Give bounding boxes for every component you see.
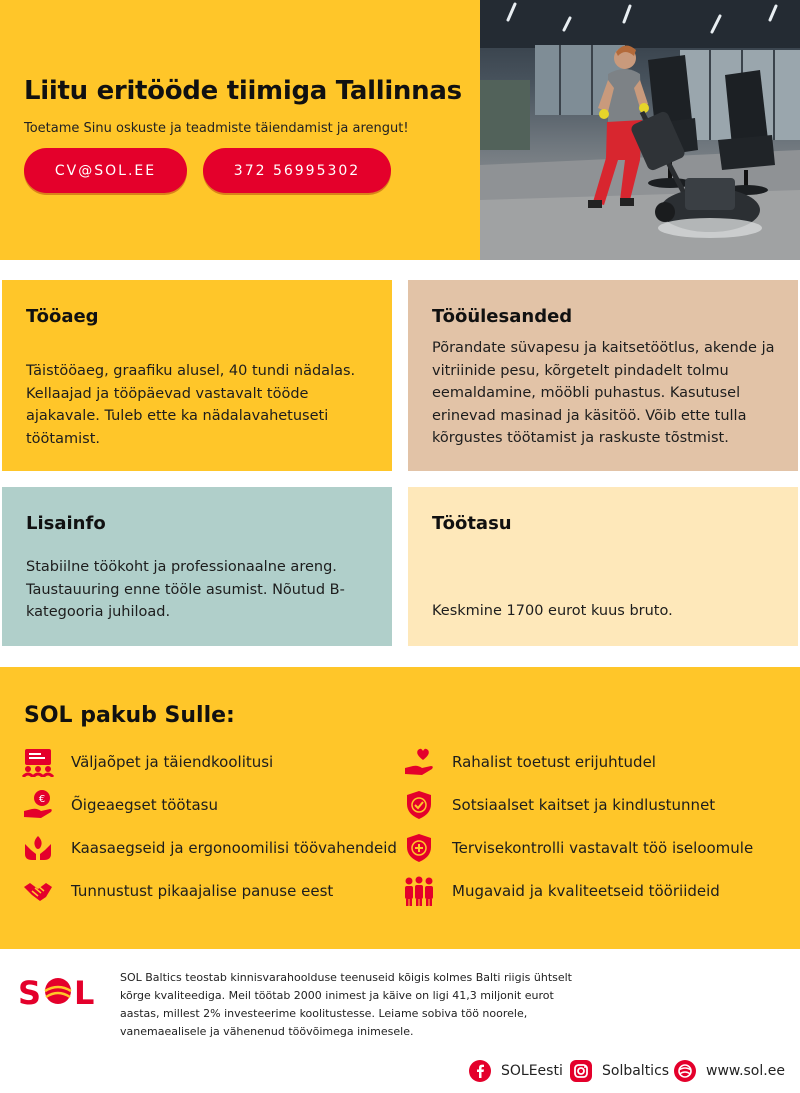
benefit-label: Sotsiaalset kaitset ja kindlustunnet	[452, 796, 716, 814]
facebook-icon	[469, 1060, 491, 1082]
page-subtitle: Toetame Sinu oskuste ja teadmiste täiendamist ja arengut!	[24, 121, 409, 136]
benefit-label: Mugavaid ja kvaliteetseid tööriideid	[452, 882, 720, 900]
card-additional-info	[2, 487, 392, 646]
svg-text:L: L	[74, 974, 95, 1011]
heart-hand-icon	[403, 746, 435, 778]
team-people-icon	[403, 875, 435, 907]
cleaning-worker-photo	[480, 0, 800, 260]
phone-button[interactable]: 372 56995302	[203, 148, 391, 193]
euro-hand-icon	[22, 789, 54, 821]
card-title: Tööaeg	[26, 306, 99, 327]
instagram-icon	[570, 1060, 592, 1082]
shield-plus-icon	[403, 832, 435, 864]
sol-logo	[18, 971, 104, 1011]
benefit-item	[22, 831, 397, 865]
benefit-item	[22, 874, 334, 908]
card-title: Lisainfo	[26, 513, 106, 534]
benefit-label: Rahalist toetust erijuhtudel	[452, 753, 656, 771]
card-text: Stabiilne töökoht ja professionaalne areng. Taustauuring enne tööle asumist. Nõutud B-kategooria juhiload.	[26, 559, 345, 620]
benefit-item	[403, 831, 754, 865]
handshake-icon	[22, 875, 54, 907]
card-text: Keskmine 1700 eurot kuus bruto.	[432, 603, 673, 619]
instagram-link[interactable]	[570, 1059, 669, 1083]
card-duties	[408, 280, 798, 471]
benefit-label: Õigeaegset töötasu	[71, 796, 218, 814]
shield-check-icon	[403, 789, 435, 821]
benefit-label: Väljaõpet ja täiendkoolitusi	[71, 753, 274, 771]
benefits-section	[0, 667, 800, 949]
page-title: Liitu eritööde tiimiga Tallinnas	[24, 76, 462, 106]
instagram-handle: Solbaltics	[602, 1063, 670, 1079]
benefit-label: Tunnustust pikaajalise panuse eest	[71, 882, 334, 900]
benefit-item	[22, 788, 218, 822]
benefit-label: Tervisekontrolli vastavalt töö iseloomule	[452, 839, 754, 857]
card-title: Tööülesanded	[432, 306, 573, 327]
email-button[interactable]: CV@SOL.EE	[24, 148, 187, 193]
benefit-item	[403, 874, 720, 908]
card-salary	[408, 487, 798, 646]
sol-globe-icon	[674, 1060, 696, 1082]
website-url: www.sol.ee	[706, 1063, 785, 1079]
card-text: Põrandate süvapesu ja kaitsetöötlus, akende ja vitriinide pesu, kõrgetelt pindadelt tolmu eemaldamine, mööbli puhastus. Kasutusel erinevad masinad ja käsitöö. Võib ette tulla kõrgustes töötamist ja raskuste tõstmist.	[432, 340, 775, 446]
benefit-label: Kaasaegseid ja ergonoomilisi töövahendeid	[71, 839, 397, 857]
benefit-item	[22, 745, 274, 779]
card-title: Töötasu	[432, 513, 512, 534]
svg-text:€: €	[38, 794, 46, 805]
benefits-title: SOL pakub Sulle:	[24, 703, 235, 728]
benefit-item	[403, 788, 716, 822]
svg-text:S: S	[18, 974, 42, 1011]
footer	[0, 949, 800, 1093]
company-description: SOL Baltics teostab kinnisvarahoolduse teenuseid kõigis kolmes Balti riigis ühtselt kõrge kvaliteediga. Meil töötab 2000 inimest ja käive on ligi 41,3 miljonit eurot aastas, millest 2% investeerime koolitustesse. Leiame sobiva töö noorele, vanemaealisele ja vähenenud töövõimega inimesele.	[120, 971, 572, 1038]
facebook-link[interactable]	[469, 1059, 563, 1083]
ergonomic-tools-icon	[22, 832, 54, 864]
facebook-handle: SOLEesti	[501, 1063, 563, 1079]
website-link[interactable]	[674, 1059, 785, 1083]
card-text: Täistööaeg, graafiku alusel, 40 tundi nädalas. Kellaajad ja tööpäevad vastavalt tööde ajakavale. Tuleb ette ka nädalavahetuseti töötamist.	[26, 363, 356, 447]
benefit-item	[403, 745, 656, 779]
training-certificate-icon	[22, 746, 54, 778]
card-working-hours	[2, 280, 392, 471]
